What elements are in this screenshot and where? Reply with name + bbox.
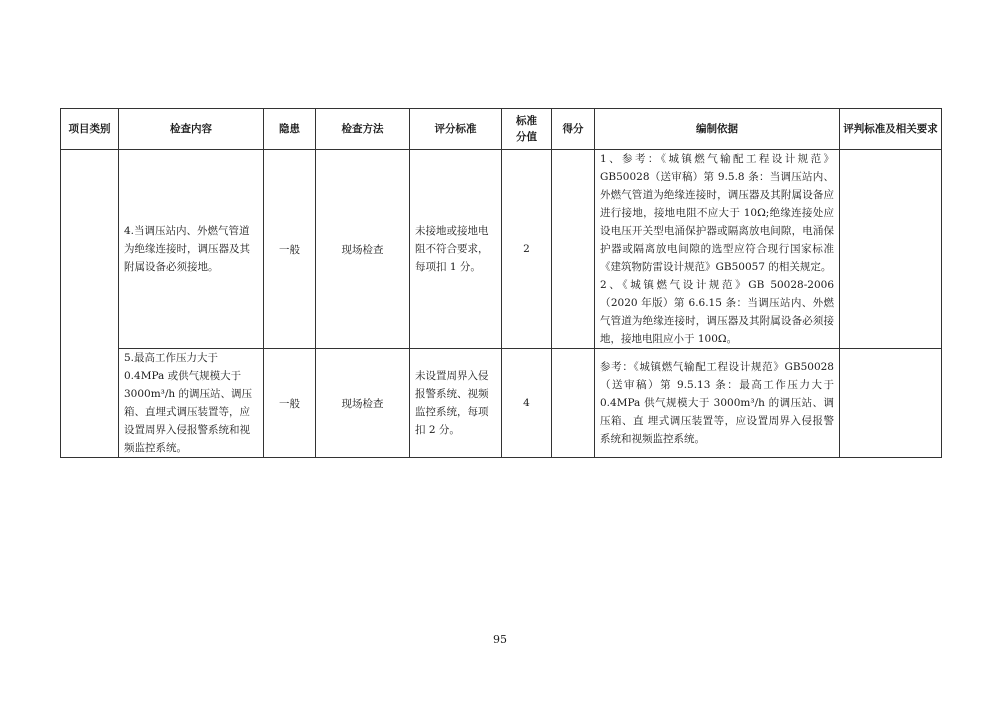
header-basis: 编制依据 [595,109,840,150]
hazard-cell: 一般 [264,150,316,349]
header-category: 项目类别 [61,109,119,150]
basis-paragraph-2: 2、《城镇燃气设计规范》GB 50028-2006（2020 年版）第 6.6.15 条：当调压站内、外燃气管道为绝缘连接时，调压器及其附属设备必须接地，接地电阻应小于 100Ω。 [600,279,834,345]
content-cell [119,349,264,458]
score-cell [552,150,595,349]
basis-paragraph-1: 1、参考：《城镇燃气输配工程设计规范》GB50028（送审稿）第 9.5.8 条：当调压站内、外燃气管道为绝缘连接时，调压器及其附属设备应进行接地，接地电阻不应大于 10Ω;绝缘连接处应设电压开关型电涌保护器或隔离放电间隙，电涌保护器或隔离放电间隙的选型应符合现行国家标准《建筑物防雷设计规范》GB50057 的相关规定。 [600,153,834,273]
score-cell [552,349,595,458]
inspection-table [60,108,942,458]
basis-cell [595,150,840,349]
standard-score-cell: 4 [502,349,552,458]
page-number: 95 [493,633,507,646]
category-cell [61,150,119,458]
standard-score-cell: 2 [502,150,552,349]
method-cell: 现场检查 [316,150,410,349]
table-row [61,150,942,349]
content-text: 5.最高工作压力大于 0.4MPa 或供气规模大于 3000m³/h 的调压站、调压箱、直埋式调压装置等，应设置周界入侵报警系统和视频监控系统。 [124,352,253,454]
header-score: 得分 [552,109,595,150]
requirements-cell [840,349,942,458]
requirements-cell [840,150,942,349]
header-hazard: 隐患 [264,109,316,150]
basis-cell [595,349,840,458]
header-content: 检查内容 [119,109,264,150]
header-requirements: 评判标准及相关要求 [840,109,942,150]
content-cell [119,150,264,349]
header-method: 检查方法 [316,109,410,150]
table-row [61,349,942,458]
hazard-cell: 一般 [264,349,316,458]
header-scoring: 评分标准 [410,109,502,150]
scoring-cell [410,150,502,349]
scoring-text: 未接地或接地电阻不符合要求，每项扣 1 分。 [415,225,489,273]
header-standard-score [502,109,552,150]
content-text: 4.当调压站内、外燃气管道为绝缘连接时，调压器及其附属设备必须接地。 [124,225,250,273]
method-cell: 现场检查 [316,349,410,458]
header-standard-score-line1: 标准 [516,115,537,127]
header-row [61,109,942,150]
scoring-text: 未设置周界入侵报警系统、视频监控系统，每项扣 2 分。 [415,370,489,436]
header-standard-score-line2: 分值 [516,131,537,143]
scoring-cell [410,349,502,458]
basis-paragraph-1: 参考：《城镇燃气输配工程设计规范》GB50028（送审稿）第 9.5.13 条：最高工作压力大于 0.4MPa 供气规模大于 3000m³/h 的调压站、调压箱、直 埋式调压装置等，应设置周界入侵报警系统和视频监控系统。 [600,361,834,445]
